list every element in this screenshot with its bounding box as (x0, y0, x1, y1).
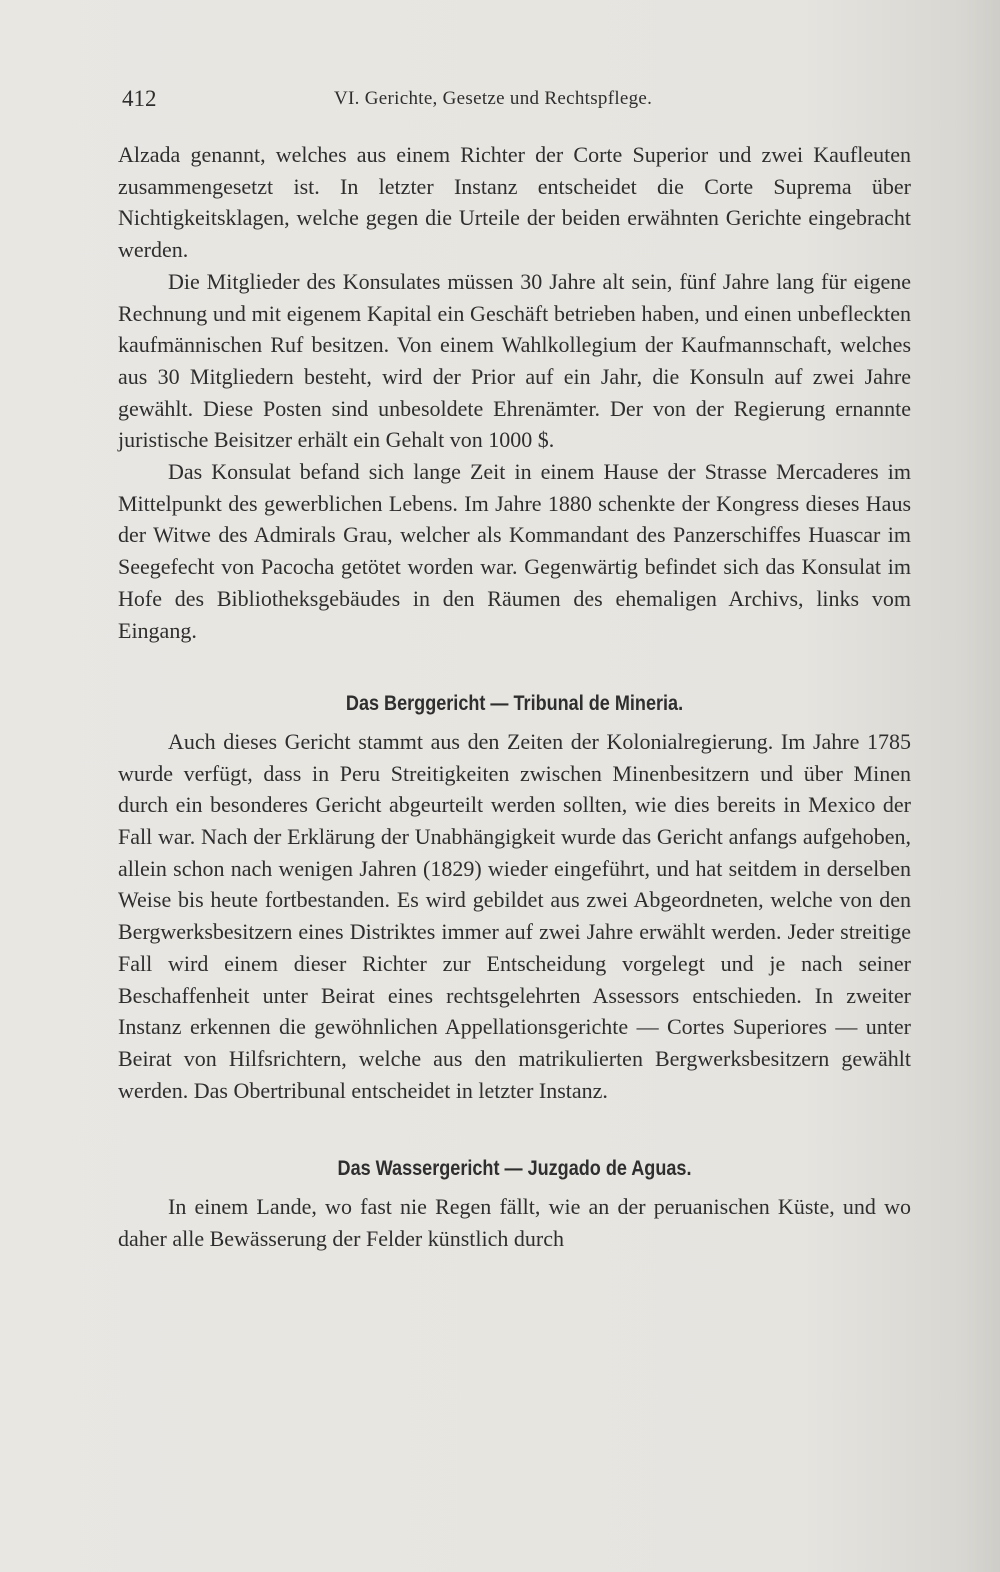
section-heading-wassergericht: Das Wassergericht — Juzgado de Aguas. (337, 1157, 692, 1181)
paragraph-konsulat-members: Die Mitglieder des Konsulates müssen 30 Jahre alt sein, fünf Jahre lang für eigene Rechnung und mit eigenem Kapital ein Geschäft betrieben haben, und einen unbefleckten kaufmännischen Ruf besitzen. Von einem Wahlkollegium der Kaufmannschaft, welches aus 30 Mitgliedern besteht, wird der Prior auf ein Jahr, die Konsuln auf zwei Jahre gewählt. Diese Posten sind unbesoldete Ehrenämter. Der von der Regierung ernannte juristische Beisitzer erhält ein Gehalt von 1000 $. (118, 268, 911, 453)
paragraph-wassergericht: In einem Lande, wo fast nie Regen fällt, wie an der peruanischen Küste, und wo daher alle Bewässerung der Felder künstlich durch (118, 1194, 911, 1251)
body-text (118, 139, 911, 1255)
page-number: 412 (122, 86, 157, 111)
running-title: VI. Gerichte, Gesetze und Rechtspflege. (334, 88, 653, 109)
paragraph-konsulat-house: Das Konsulat befand sich lange Zeit in einem Hause der Strasse Mercaderes im Mittelpunkt des gewerblichen Lebens. Im Jahre 1880 schenkte der Kongress dieses Haus der Witwe des Admirals Grau, welcher als Kommandant des Panzerschiffes Huascar im Seegefecht von Pacocha getötet worden war. Gegenwärtig befindet sich das Konsulat im Hofe des Bibliotheksgebäudes in den Räumen des ehemaligen Archivs, links vom Eingang. (118, 459, 911, 643)
page-header (118, 86, 910, 120)
paragraph-continued: Alzada genannt, welches aus einem Richter der Corte Superior und zwei Kaufleuten zusammengesetzt ist. In letzter Instanz entscheidet die Corte Suprema über Nichtigkeitsklagen, welche gegen die Urteile der beiden erwähnten Gerichte eingebracht werden. (118, 142, 911, 263)
section-heading-berggericht: Das Berggericht — Tribunal de Mineria. (345, 692, 684, 716)
paragraph-berggericht: Auch dieses Gericht stammt aus den Zeiten der Kolonialregierung. Im Jahre 1785 wurde verfügt, dass in Peru Streitigkeiten zwischen Minenbesitzern und über Minen durch ein besonderes Gericht abgeurteilt werden sollten, wie dies bereits in Mexico der Fall war. Nach der Erklärung der Unabhängigkeit wurde das Gericht anfangs aufgehoben, allein schon nach wenigen Jahren (1829) wieder eingeführt, und hat seitdem in derselben Weise bis heute fortbestanden. Es wird gebildet aus zwei Abgeordneten, welche von den Bergwerksbesitzern eines Distriktes immer auf zwei Jahre erwählt werden. Jeder streitige Fall wird einem dieser Richter zur Entscheidung vorgelegt und je nach seiner Beschaffenheit unter Beirat eines rechtsgelehrten Assessors entschieden. In zweiter Instanz erkennen die gewöhnlichen Appellationsgerichte — Cortes Superiores — unter Beirat von Hilfsrichtern, welche aus den matrikulierten Bergwerksbesitzern gewählt werden. Das Obertribunal entscheidet in letzter Instanz. (118, 728, 911, 1103)
